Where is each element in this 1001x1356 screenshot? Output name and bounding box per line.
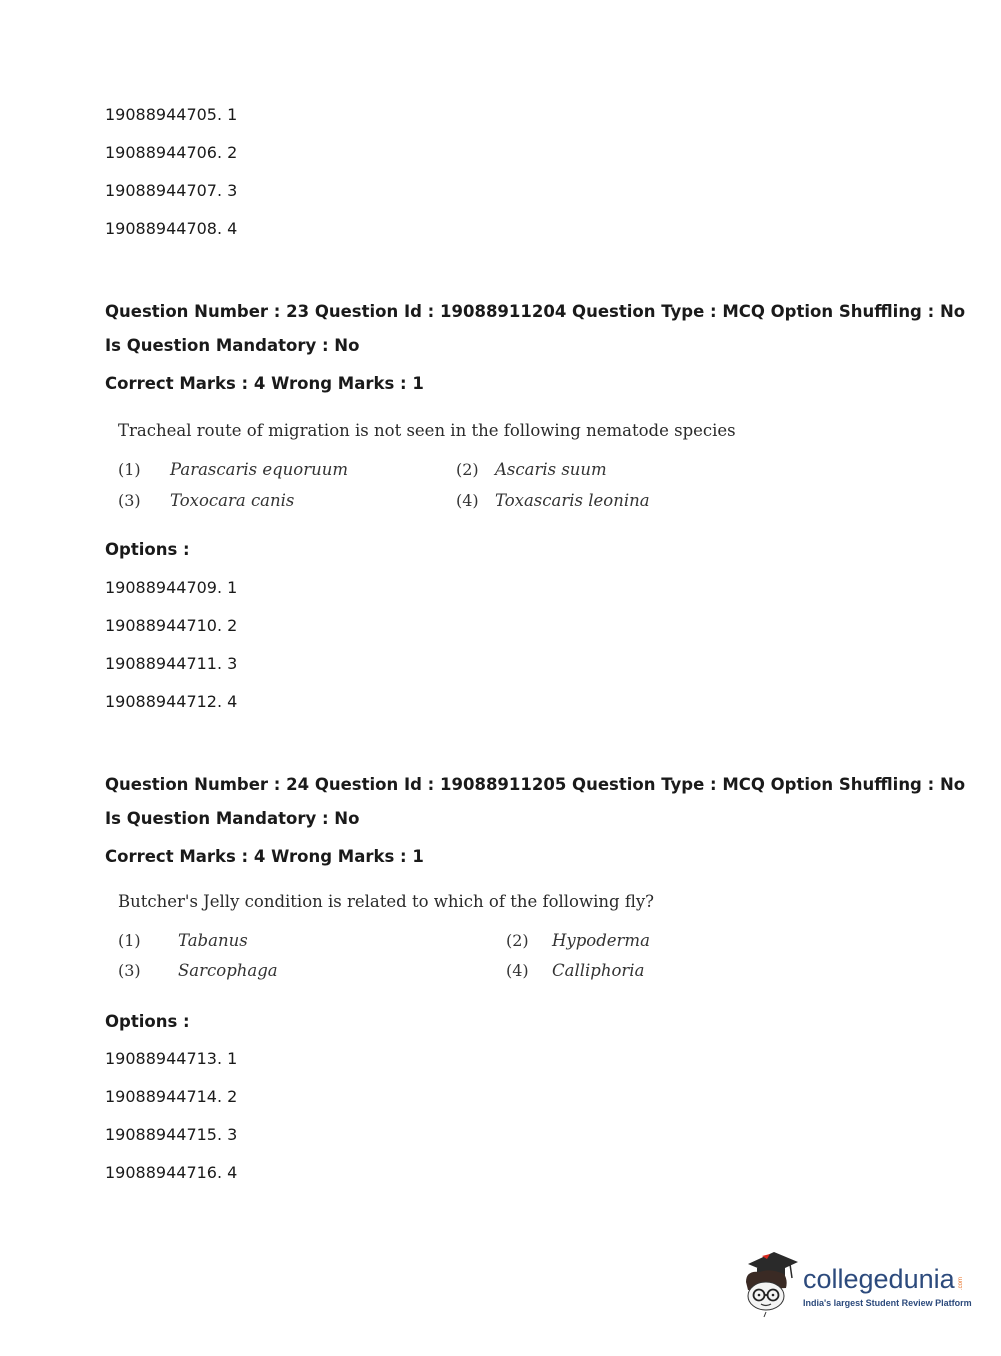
q24-marks: Correct Marks : 4 Wrong Marks : 1: [105, 847, 424, 866]
option-line: 19088944708. 4: [105, 219, 238, 238]
q24-choice-num: (3): [118, 961, 141, 980]
option-line: 19088944710. 2: [105, 616, 238, 635]
q24-choice-text: Tabanus: [178, 931, 248, 950]
q24-header: Question Number : 24 Question Id : 19088911205 Question Type : MCQ Option Shuffling : No: [105, 775, 966, 794]
q23-options-label: Options :: [105, 540, 190, 559]
option-line: 19088944715. 3: [105, 1125, 238, 1144]
q23-choice-num: (3): [118, 491, 141, 510]
logo-domain-suffix: .com: [958, 1276, 964, 1290]
option-line: 19088944711. 3: [105, 654, 238, 673]
q23-choice-num: (1): [118, 460, 141, 479]
option-line: 19088944714. 2: [105, 1087, 238, 1106]
option-line: 19088944716. 4: [105, 1163, 238, 1182]
q24-choice-text: Hypoderma: [552, 931, 650, 950]
q23-choice-text: Toxascaris leonina: [495, 491, 650, 510]
q24-choice-num: (4): [506, 961, 529, 980]
option-line: 19088944705. 1: [105, 105, 238, 124]
option-line: 19088944707. 3: [105, 181, 238, 200]
logo-brand-name: collegedunia: [803, 1264, 955, 1294]
q23-question-text: Tracheal route of migration is not seen in the following nematode species: [118, 421, 736, 440]
option-line: 19088944713. 1: [105, 1049, 238, 1068]
q23-header: Question Number : 23 Question Id : 19088911204 Question Type : MCQ Option Shuffling : No: [105, 302, 966, 321]
option-line: 19088944706. 2: [105, 143, 238, 162]
q24-mandatory: Is Question Mandatory : No: [105, 809, 360, 828]
logo-mascot-icon: [740, 1248, 800, 1318]
q23-choice-num: (2): [456, 460, 479, 479]
q23-choice-text: Ascaris suum: [495, 460, 607, 479]
q23-marks: Correct Marks : 4 Wrong Marks : 1: [105, 374, 424, 393]
q23-mandatory: Is Question Mandatory : No: [105, 336, 360, 355]
option-line: 19088944712. 4: [105, 692, 238, 711]
q24-choice-num: (2): [506, 931, 529, 950]
q24-choice-num: (1): [118, 931, 141, 950]
logo-tagline: India's largest Student Review Platform: [803, 1298, 972, 1308]
q23-choice-text: Parascaris equoruum: [170, 460, 349, 479]
q23-choice-text: Toxocara canis: [170, 491, 295, 510]
q23-choice-num: (4): [456, 491, 479, 510]
q24-options-label: Options :: [105, 1012, 190, 1031]
q24-question-text: Butcher's Jelly condition is related to which of the following fly?: [118, 892, 655, 911]
option-line: 19088944709. 1: [105, 578, 238, 597]
q24-choice-text: Calliphoria: [552, 961, 645, 980]
q24-choice-text: Sarcophaga: [178, 961, 278, 980]
